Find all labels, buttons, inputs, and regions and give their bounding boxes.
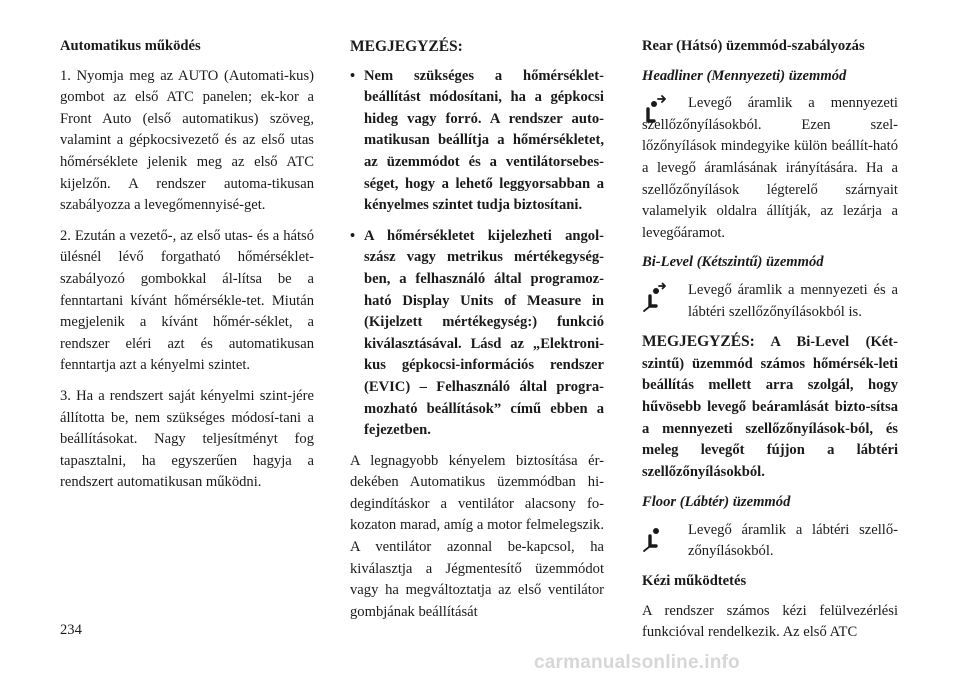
- bilevel-note-label: MEGJEGYZÉS:: [642, 333, 755, 351]
- paragraph-step-2: 2. Ezután a vezető-, az első utas- és a hátsó ülésnél lévő forgatható hőmérséklet-szabályozó gombokkal ál-lítsa be a fenntartani kívánt hőmérsékle-tet. Miután megjelenik a kívánt hőmér-séklet, a rendszer eléri azt és automatikusan fenntartja azt a kényelmi szintet.: [60, 227, 314, 374]
- paragraph-comfort: A legnagyobb kényelem biztosítása ér-dekében Automatikus üzemmódban hi-degindításkor a ventilátor alacsony fo-kozaton marad, amíg a motor felmelegszik. A ventilátor azonnal be-kapcsol, ha kiválasztja a Jégmentesítő üzemmódot vagy ha megváltoztatja az első ventilátor gombjának beállítását: [350, 452, 604, 620]
- headliner-vent-icon: [642, 95, 668, 125]
- column-right: [642, 36, 898, 653]
- page-number: 234: [60, 622, 82, 638]
- column-left: [60, 36, 314, 503]
- note-bullet-item: [350, 66, 604, 217]
- subheading-bilevel: Bi-Level (Kétszintű) üzemmód: [642, 254, 824, 271]
- headliner-mode-text: Levegő áramlik a mennyezeti szellőzőnyílásokból. Ezen szel-lőzőnyílások mindegyike külön beállít-ható a levegő áramlásának irányítására. Ha a szellőzőnyílások légterelő szárnyait valamelyik oldalra állítják, az lezárja a levegőáramot.: [642, 95, 898, 241]
- bilevel-vent-icon: [642, 282, 668, 312]
- section-heading-automatic: Automatikus működés: [60, 38, 201, 54]
- column-middle: [350, 36, 604, 632]
- section-heading-manual: Kézi működtetés: [642, 573, 747, 590]
- bilevel-note-text: A Bi-Level (Két-szintű) üzemmód számos hőmérsék-leti beállítás mellett arra szolgál, hogy hűvösebb levegő beáramlását bizto-sítsa a mennyezeti szellőzőnyílások-ból, és meleg levegőt fújjon a lábtéri szellőzőnyílásokból.: [642, 334, 898, 480]
- bullet-glyph: •: [350, 227, 356, 244]
- bilevel-mode-text: Levegő áramlik a mennyezeti és a lábtéri szellőzőnyílásokból is.: [688, 281, 898, 320]
- note-bullet-text: Nem szükséges a hőmérséklet-beállítást módosítani, ha a gépkocsi hideg vagy forró. A rendszer auto-matikusan beállítja a hőmérsékletet, az üzemmódot és a ventilátorsebes-séget, hogy a lehető leggyorsabban a kényelmes szintet tudja biztosítani.: [364, 67, 604, 214]
- bilevel-note: [642, 331, 898, 483]
- floor-vent-icon: [642, 522, 668, 552]
- note-bullet-item: [350, 226, 604, 442]
- note-bullet-list: [350, 66, 604, 442]
- paragraph-step-1: 1. Nyomja meg az AUTO (Automati-kus) gombot az első ATC panelen; ek-kor a Front Auto (első automatikus) szöveg, valamint a gépkocsivezető és az első utas hőmérséklete jelenik meg az első ATC kijelzőn. A rendszer automa-tikusan szabályozza a levegőmennyisé-get.: [60, 67, 314, 214]
- note-heading: MEGJEGYZÉS:: [350, 38, 463, 55]
- subheading-floor: Floor (Lábtér) üzemmód: [642, 494, 791, 511]
- bullet-glyph: •: [350, 67, 356, 84]
- note-bullet-text: A hőmérsékletet kijelezheti angol-szász vagy metrikus mértékegység-ben, a felhasználó által programoz-ható Display Units of Measure in (Kijelzett mértékegység:) funkció kiválasztásával. Lásd az „Elektroni-kus gépkocsi-információs rendszer (EVIC) – Felhasználó által progra-mozható beállítások” című ebben a fejezetben.: [364, 227, 604, 439]
- watermark: carmanualsonline.info: [534, 652, 740, 673]
- subheading-headliner: Headliner (Mennyezeti) üzemmód: [642, 67, 847, 84]
- bilevel-mode-block: [642, 280, 898, 323]
- floor-mode-block: [642, 520, 898, 563]
- section-heading-rear-mode: Rear (Hátsó) üzemmód-szabályozás: [642, 38, 865, 54]
- paragraph-manual: A rendszer számos kézi felülvezérlési funkcióval rendelkezik. Az első ATC: [642, 602, 898, 641]
- paragraph-step-3: 3. Ha a rendszert saját kényelmi szint-jére állította be, nem szükséges módosí-tani a beállításokat. Nagy teljesítményt fog tapasztalni, ha egyszerűen hagyja a rendszert automatikusan működni.: [60, 387, 314, 491]
- floor-mode-text: Levegő áramlik a lábtéri szellő-zőnyílásokból.: [688, 521, 898, 560]
- headliner-mode-block: [642, 93, 898, 244]
